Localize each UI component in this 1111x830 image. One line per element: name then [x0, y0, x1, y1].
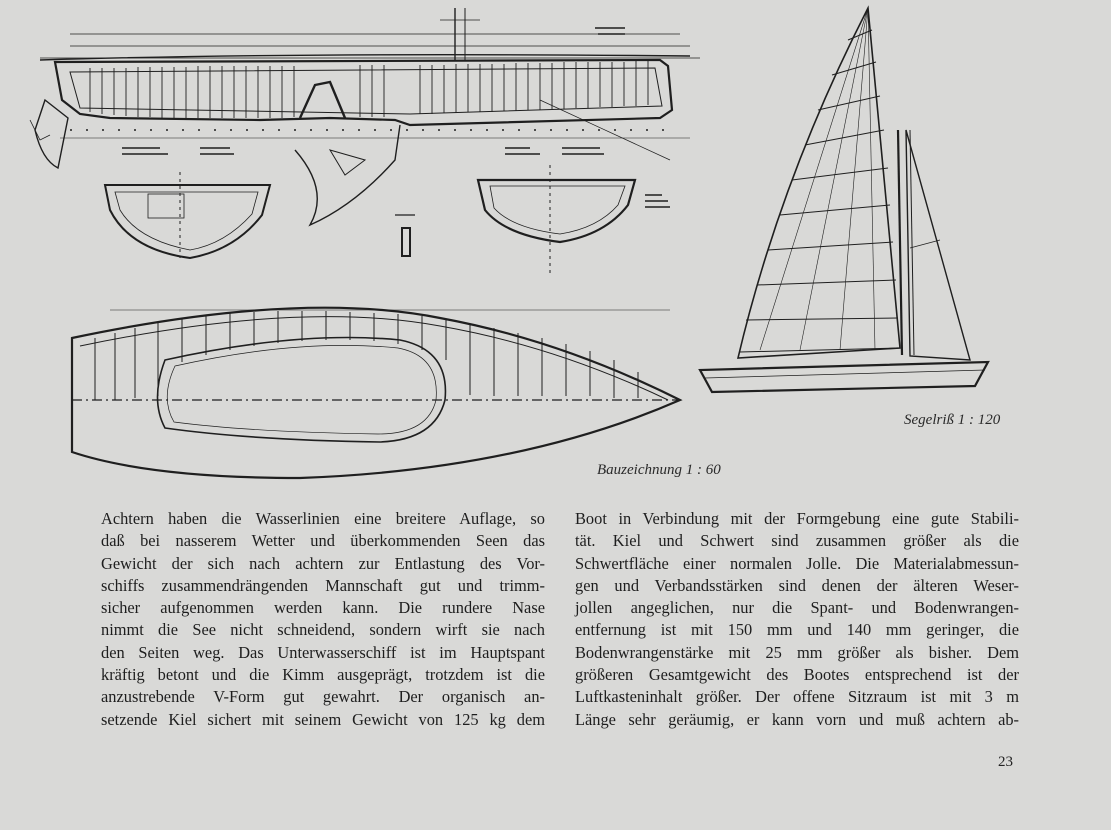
- text-line: jollen angeglichen, nur die Spant- und Bodenwrangen-: [575, 598, 1019, 618]
- text-line: entfernung ist mit 150 mm und 140 mm geringer, die: [575, 620, 1019, 640]
- text-line: anzustrebende V-Form gut gewahrt. Der organisch an-: [101, 687, 545, 707]
- text-line: setzende Kiel sichert mit seinem Gewicht von 125 kg dem: [101, 709, 545, 729]
- profile-section-drawing: [30, 8, 700, 225]
- cross-sections: [105, 165, 670, 275]
- text-line: schiffs zusammendrängenden Mannschaft gut und trimm-: [101, 575, 545, 595]
- text-column-right: [575, 508, 1019, 731]
- text-line: Boot in Verbindung mit der Formgebung eine gute Stabili-: [575, 509, 1019, 528]
- text-line: größeren Gesamtgewicht des Bootes entsprechend ist der: [575, 665, 1019, 685]
- text-line: Länge sehr geräumig, er kann vorn und muß achtern ab-: [575, 709, 1019, 729]
- construction-drawing-caption: Bauzeichnung 1 : 60: [597, 462, 721, 478]
- sail-plan-caption: Segelriß 1 : 120: [904, 412, 1001, 428]
- page-number: 23: [998, 754, 1013, 770]
- text-line: gen und Verbandsstärken sind denen der älteren Weser-: [575, 575, 1019, 595]
- text-line: Bodenwrangenstärke mit 25 mm größer als bisher. Dem: [575, 642, 1019, 662]
- text-line: Schwertfläche einer normalen Jolle. Die Materialabmessun-: [575, 553, 1019, 573]
- text-line: Gewicht der sich nach achtern zur Entlastung des Vor-: [101, 553, 545, 573]
- text-line: Luftkasteninhalt größer. Der offene Sitzraum ist mit 3 m: [575, 687, 1019, 707]
- text-line: Achtern haben die Wasserlinien eine breitere Auflage, so: [101, 509, 545, 528]
- sail-plan-drawing: [700, 8, 988, 392]
- text-line: daß bei nasserem Wetter und überkommenden Seen das: [101, 531, 545, 551]
- text-column-left: [101, 508, 545, 731]
- text-line: den Seiten weg. Das Unterwasserschiff ist im Hauptspant: [101, 642, 545, 662]
- text-line: tät. Kiel und Schwert sind zusammen größer als die: [575, 531, 1019, 551]
- plan-view-drawing: [72, 308, 680, 478]
- text-line: sicher aufgenommen werden kann. Die rundere Nase: [101, 598, 545, 618]
- text-line: kräftig betont und die Kimm ausgeprägt, trotzdem ist die: [101, 665, 545, 685]
- text-line: nimmt die See nicht schneidend, sondern wirft sie nach: [101, 620, 545, 640]
